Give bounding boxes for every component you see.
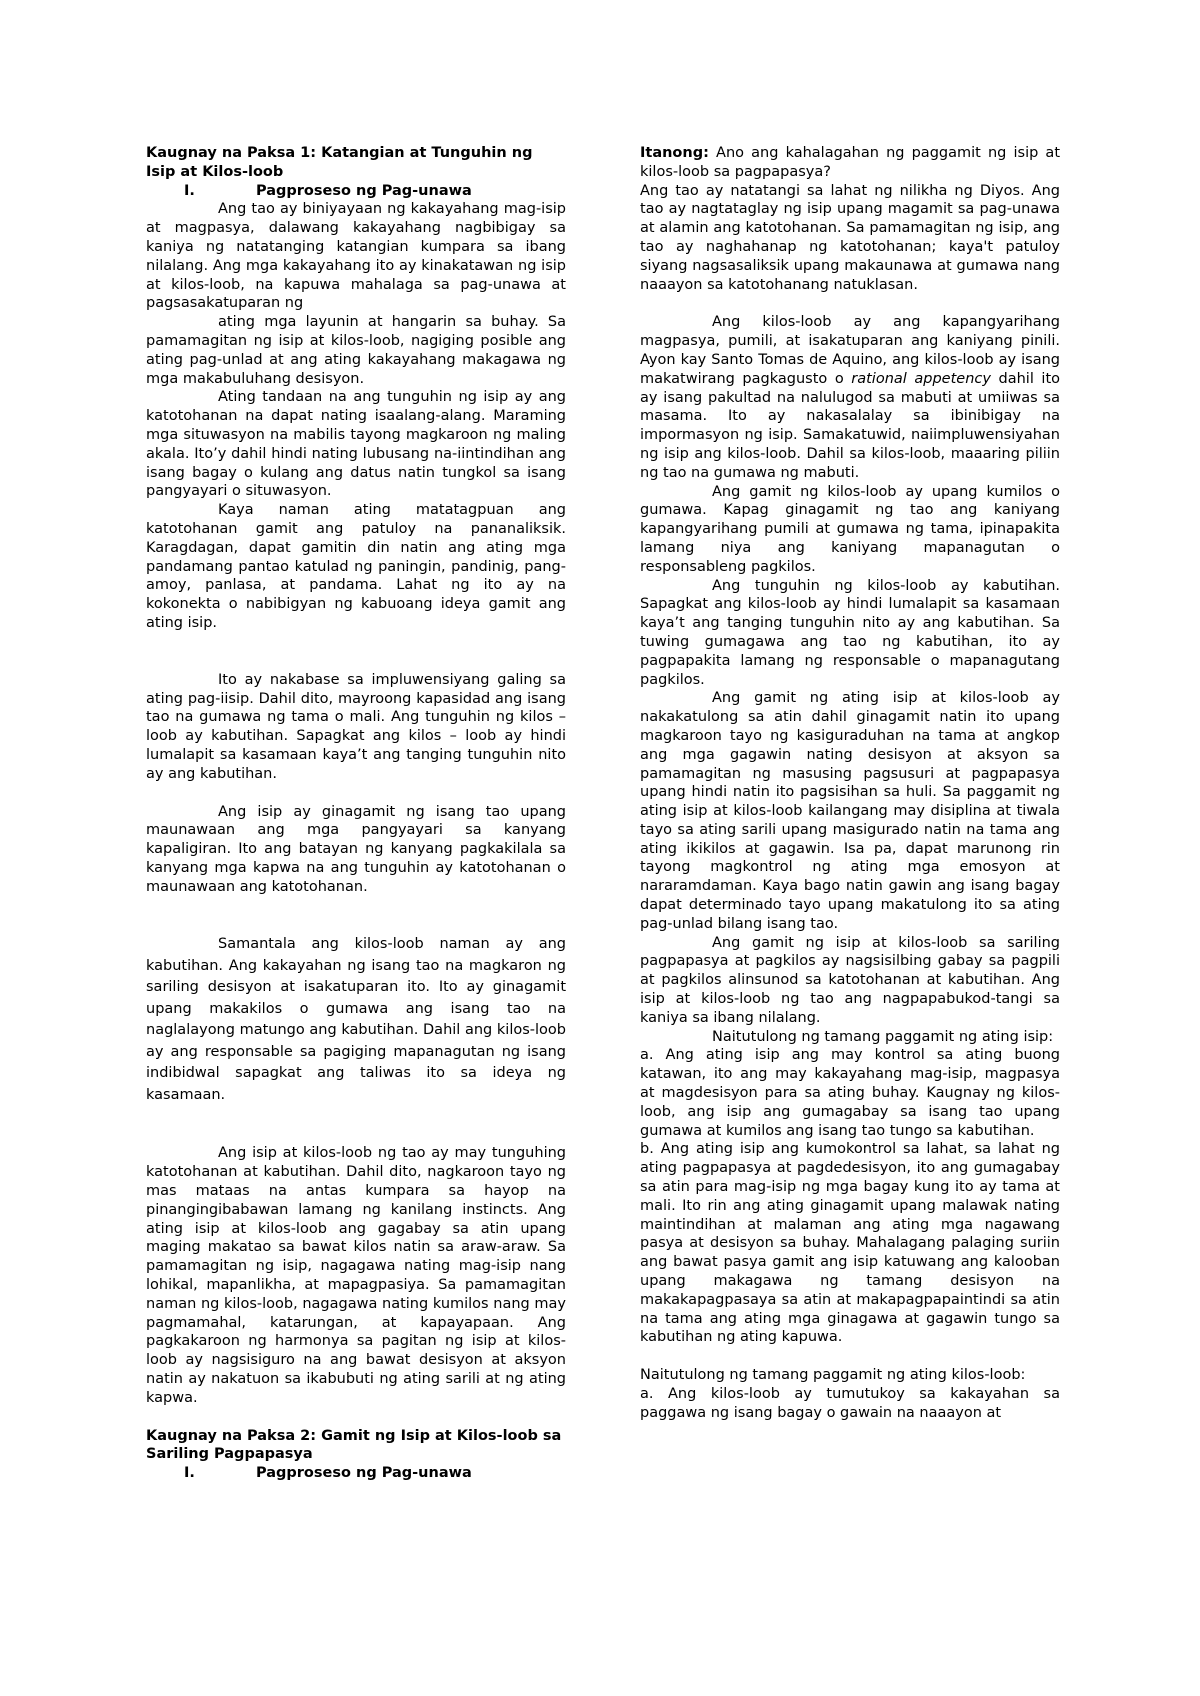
paragraph [640, 313, 1060, 482]
question-label: Itanong: [640, 145, 709, 161]
list-item: a. Ang kilos-loob ay tumutukoy sa kakayahan sa paggawa ng isang bagay o gawain na naaayon at [640, 1386, 1060, 1421]
paragraph: Ang tunguhin ng kilos-loob ay kabutihan. Sapagkat ang kilos-loob ay hindi lumalapit sa kasamaan kaya’t ang tanging tunguhin nito ay ang kabutihan. Sa tuwing gumagawa ang tao ng kabutihan, ito ay pagpapakita lamang ng responsable o mapanagutang pagkilos. [640, 577, 1060, 688]
paragraph: Ang gamit ng ating isip at kilos-loob ay nakakatulong sa atin dahil ginagamit natin ito upang magkaroon tayo ng kasiguraduhan na tama at angkop ang mga gagawin nating desisyon at aksyon sa pamamagitan ng masusing pagsusuri at pagpapasya upang hindi natin ito pagsisihan sa huli. Sa paggamit ng ating isip at kilos-loob kailangang may disiplina at tiwala tayo sa ating sarili upang masigurado natin na tama ang ating ikikilos at gagawin. Isa pa, dapat marunong rin tayong magkontrol ng ating mga emosyon at nararamdaman. Kaya bago natin gawin ang isang bagay dapat determinado tayo upang makatulong ito sa ating pag-unlad bilang isang tao. [640, 690, 1060, 932]
topic-2-subheading [146, 1464, 566, 1483]
topic-1-subheading [146, 182, 566, 201]
spacer [146, 1408, 566, 1427]
paragraph: Kaya naman ating matatagpuan ang katotohanan gamit ang patuloy na pananaliksik. Karagdagan, dapat gamitin din natin ang ating mga pandamang pantao katulad ng paningin, pandinig, pang-amoy, panlasa, at pandama. Lahat ng ito ay na kokonekta o nabibigyan ng kabuoang ideya gamit ang ating isip. [146, 502, 566, 631]
spacer [146, 896, 566, 934]
spacer [146, 633, 566, 671]
text-run: Ang kilos-loob ay ang kapangyarihang magpasya, pumili, at isakatuparan ang kaniyang pinili. Ayon kay Santo Tomas de Aquino, ang kilos-loob ay isang makatwirang pagkagusto o [640, 314, 1060, 387]
paragraph: Ang gamit ng kilos-loob ay upang kumilos o gumawa. Kapag ginagamit ng tao ang kaniyang kapangyarihang pumili at gumawa ng tama, ipinapakita lamang niya ang kaniyang mapanagutan o responsableng pagkilos. [640, 483, 1060, 575]
spacer [640, 1347, 1060, 1366]
topic-1-heading: Kaugnay na Paksa 1: Katangian at Tunguhin ng Isip at Kilos-loob [146, 145, 533, 180]
paragraph: Ito ay nakabase sa impluwensiyang galing sa ating pag-iisip. Dahil dito, mayroong kapasidad ang isang tao na gumawa ng tama o mali. Ang tunguhin ng kilos – loob ay kabutihan. Sapagkat ang kilos – loob ay hindi lumalapit sa kasamaan kaya’t ang tanging tunguhin nito ay ang kabutihan. [146, 671, 566, 782]
question-paragraph [640, 144, 1060, 182]
paragraph: ating mga layunin at hangarin sa buhay. Sa pamamagitan ng isip at kilos-loob, nagiging posible ang ating pag-unlad at ang ating kakayahang makagawa ng mga makabuluhang desisyon. [146, 314, 566, 387]
paragraph: Ang tao ay biniyayaan ng kakayahang mag-isip at magpasya, dalawang kakayahang nagbibigay sa kaniya ng natatanging katangian kumpara sa ibang nilalang. Ang mga kakayahang ito ay kinakatawan ng isip at kilos-loob, na kapuwa mahalaga sa pag-unawa at pagsasakatuparan ng [146, 201, 566, 312]
paragraph: Ang isip ay ginagamit ng isang tao upang maunawaan ang mga pangyayari sa kanyang kapaligiran. Ito ang batayan ng kanyang pagkakilala sa kanyang mga kapwa na ang tunguhin ay katotohanan o maunawaan ang katotohanan. [146, 803, 566, 895]
topic-2-heading: Kaugnay na Paksa 2: Gamit ng Isip at Kilos-loob sa Sariling Pagpapasya [146, 1427, 562, 1463]
list-item: b. Ang ating isip ang kumokontrol sa lahat, sa lahat ng ating pagpapasya at pagdedesisyon, ito ang gumagabay sa atin para mag-isip ng mga bagay kung ito ay tama at mali. Ito rin ang ating ginagamit upang malawak nating maintindihan at malaman ang ating mga nagawang pasya at desisyon sa buhay. Mahalagang palaging suriin ang bawat pasya gamit ang isip katuwang ang kalooban upang makagawa ng tamang desisyon na makakapagpasaya sa atin at makapagpapaintindi sa atin na tama ang ating mga ginagawa at gagawin tungo sa kabutihan ng ating kapuwa. [640, 1141, 1060, 1346]
paragraph: Ang gamit ng isip at kilos-loob sa sariling pagpapasya at pagkilos ay nagsisilbing gabay sa pagpili at pagkilos alinsunod sa katotohanan at kabutihan. Ang isip at kilos-loob ng tao ang nagpapabukod-tangi sa kaniya sa ibang nilalang. [640, 934, 1060, 1026]
paragraph: Samantala ang kilos-loob naman ay ang kabutihan. Ang kakayahan ng isang tao na magkaron ng sariling desisyon at isakatuparan ito. Ito ay ginagamit upang makakilos o gumawa ang isang tao na naglalayong matungo ang kabutihan. Dahil ang kilos-loob ay ang responsable sa pagiging mapanagutan ng isang indibidwal sapagkat ang taliwas ito sa ideya ng kasamaan. [146, 936, 566, 1103]
subheading-number: I. [184, 1465, 195, 1482]
text-run: dahil ito ay isang pakultad na nalulugod sa mabuti at umiiwas sa masama. Ito ay nakasalalay sa ibinibigay na impormasyon ng isip. Samakatuwid, naiimpluwensiyahan ng isip ang kilos-loob. Dahil sa kilos-loob, maaaring piliin ng tao na gumawa ng mabuti. [640, 370, 1061, 481]
subheading-number: I. [184, 182, 195, 199]
left-column [146, 144, 566, 1483]
question-text: Ano ang kahalagahan ng paggamit ng isip at kilos-loob sa pagpapasya? [640, 145, 1061, 180]
paragraph: Naitutulong ng tamang paggamit ng ating kilos-loob: [640, 1367, 1026, 1384]
subheading-label: Pagproseso ng Pag-unawa [256, 182, 472, 199]
subheading-label: Pagproseso ng Pag-unawa [256, 1465, 472, 1482]
italic-term: rational appetency [851, 370, 991, 387]
spacer [640, 294, 1060, 313]
paragraph: Naitutulong ng tamang paggamit ng ating isip: [712, 1028, 1054, 1045]
spacer [146, 784, 566, 803]
spacer [146, 1106, 566, 1144]
right-column [640, 144, 1060, 1423]
paragraph: Ang isip at kilos-loob ng tao ay may tunguhing katotohanan at kabutihan. Dahil dito, nagkaroon tayo ng mas mataas na antas kumpara sa hayop na pinangingibabawan lamang ng kanilang instincts. Ang ating isip at kilos-loob ang gagabay sa atin upang maging makatao sa bawat kilos natin sa araw-araw. Sa pamamagitan ng isip, nagagawa nating mag-isip nang lohikal, mapanlikha, at mapagpasiya. Sa pamamagitan naman ng kilos-loob, nagagawa nating kumilos nang may pagmamahal, katarungan, at kapayapaan. Ang pagkakaroon ng harmonya sa pagitan ng isip at kilos-loob ay nagsisiguro na ang bawat desisyon at aksyon natin ay nakatuon sa ikabubuti ng ating sarili at ng ating kapwa. [146, 1145, 566, 1406]
paragraph: Ating tandaan na ang tunguhin ng isip ay ang katotohanan na dapat nating isaalang-alang. Maraming mga situwasyon na mabilis tayong magkaroon ng maling akala. Ito’y dahil hindi nating lubusang na-iintindihan ang isang bagay o kulang ang datus natin tungkol sa isang pangyayari o situwasyon. [146, 389, 566, 500]
list-item: a. Ang ating isip ang may kontrol sa ating buong katawan, ito ang may kakayahang mag-isip, magpasya at magdesisyon para sa ating buhay. Kaugnay ng kilos-loob, ang isip ang gumagabay sa isang tao upang gumawa at kumilos ang isang tao tungo sa kabutihan. [640, 1047, 1060, 1139]
paragraph: Ang tao ay natatangi sa lahat ng nilikha ng Diyos. Ang tao ay nagtataglay ng isip upang magamit sa pag-unawa at alamin ang katotohanan. Sa pamamagitan ng isip, ang tao ay naghahanap ng katotohanan; kaya't patuloy siyang nagsasaliksik upang makaunawa at gumawa nang naaayon sa katotohanang natuklasan. [640, 182, 1060, 293]
